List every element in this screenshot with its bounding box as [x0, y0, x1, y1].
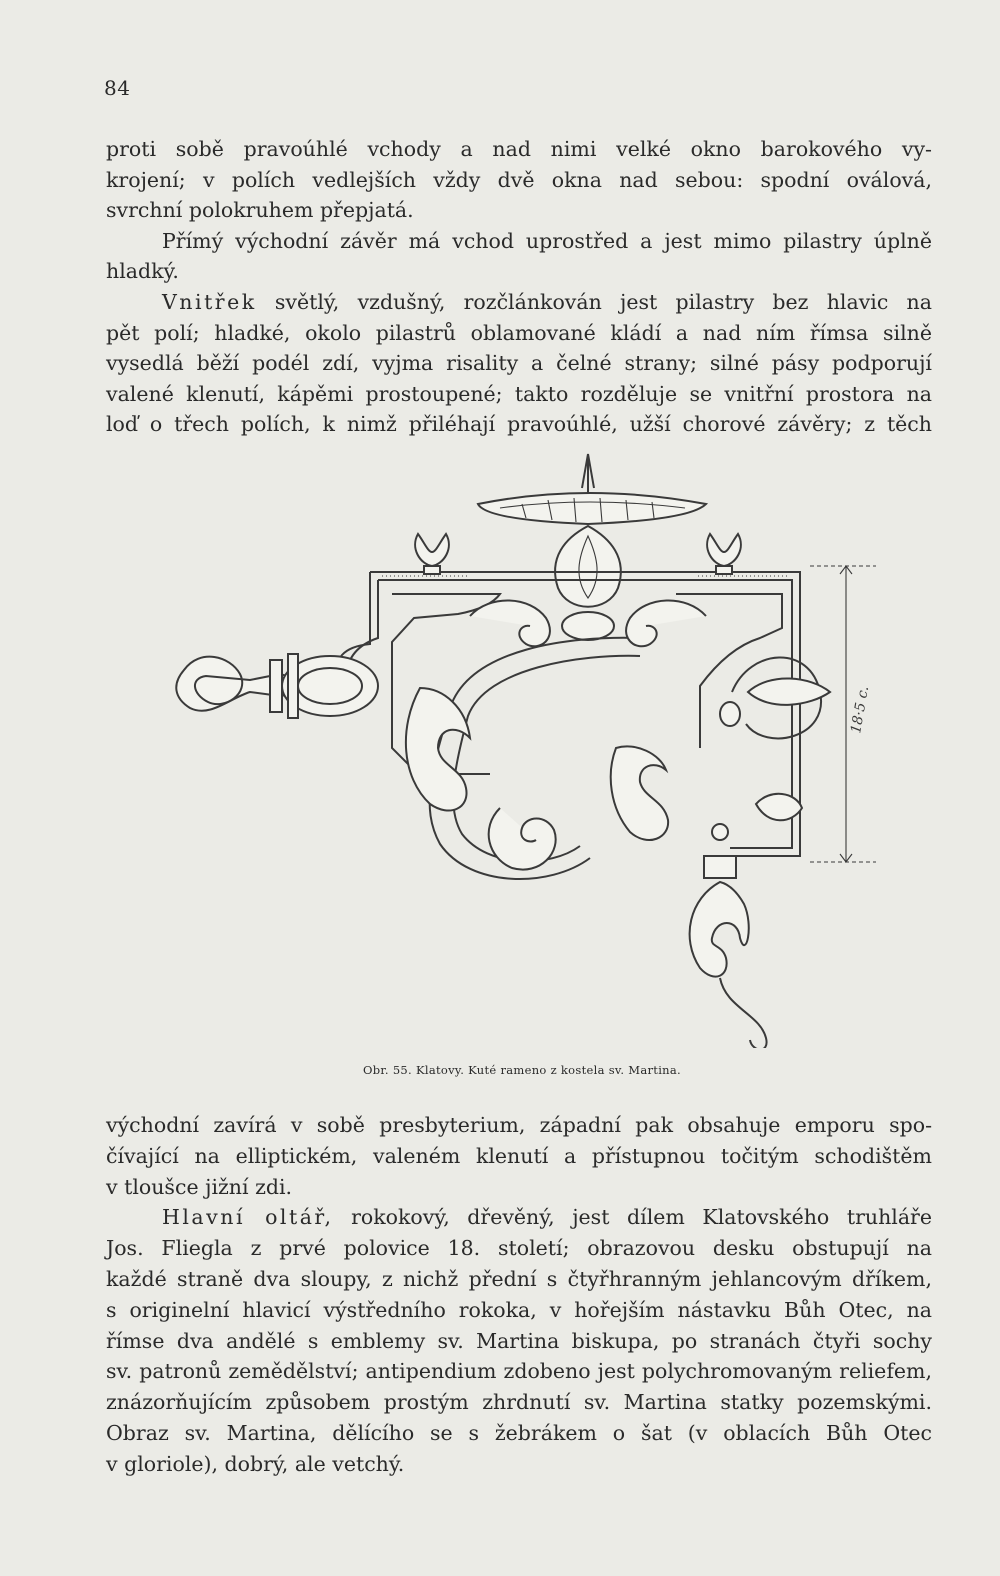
text-line: Jos. Fliegla z prvé polovice 18. století; obrazovou desku obstupují na: [106, 1236, 932, 1261]
left-tulip-finial: [415, 534, 449, 566]
text-line: Přímý východní závěr má vchod uprostřed a jest mimo pilastry úplně: [162, 228, 932, 253]
text-line: východní zavírá v sobě presbyterium, západní pak obsahuje emporu spo-: [106, 1113, 932, 1137]
text-line: vysedlá běží podél zdí, vyjma risality a čelné strany; silné pásy podporují: [106, 351, 932, 376]
text-line: římse dva andělé s emblemy sv. Martina biskupa, po stranách čtyři sochy: [106, 1328, 932, 1353]
spaced-heading: Hlavní oltář,: [162, 1205, 334, 1230]
bottom-collar: [704, 856, 736, 878]
heading-continuation: světlý, vzdušný,: [256, 289, 464, 314]
page-number: 84: [104, 76, 131, 100]
top-paragraphs: [106, 134, 932, 440]
text-line: Obraz sv. Martina, dělícího se s žebrákem o šat (v oblacích Bůh Otec: [106, 1420, 932, 1445]
text-line-with-heading: [106, 1202, 932, 1233]
hook: [720, 978, 767, 1048]
text-line: valené klenutí, kápěmi prostoupené; takto rozděluje se vnitřní prostora na: [106, 381, 932, 406]
text-line: sv. patronů zemědělství; antipendium zdobeno jest polychromovaným reliefem,: [106, 1359, 932, 1384]
text-line: pět polí; hladké, okolo pilastrů oblamované kládí a nad ním římsa silně: [106, 320, 932, 345]
text-line: čívající na elliptickém, valeném klenutí a přístupnou točitým schodištěm: [106, 1143, 932, 1168]
text-line: svrchní polokruhem přepjatá.: [106, 198, 414, 223]
text-line: proti sobě pravoúhlé vchody a nad nimi velké okno barokového vy-: [106, 137, 932, 161]
text-line-with-heading: [106, 287, 932, 318]
text-line-rest: rozčlánkován jest pilastry bez hlavic na: [463, 289, 932, 314]
bottom-tulip: [690, 882, 749, 977]
text-line: každé straně dva sloupy, z nichž přední s čtyřhranným jehlancovým dříkem,: [106, 1266, 932, 1291]
acanthus-leaf-bottom: [489, 808, 556, 870]
spaced-heading: Vnitřek: [162, 289, 257, 314]
text-line: v gloriole), dobrý, ale vetchý.: [106, 1451, 405, 1476]
right-tulip-finial: [707, 534, 741, 566]
text-line: s originelní hlavicí výstředního rokoka, v hořejším nástavku Bůh Otec, na: [106, 1297, 932, 1322]
text-line: hladký.: [106, 259, 179, 284]
dimension-label: 18·5 c.: [848, 684, 873, 735]
central-knob: [562, 612, 614, 640]
lower-right-shell: [756, 794, 802, 820]
text-line: znázorňujícím způsobem prostým zhrdnutí sv. Martina statky pozemskými.: [106, 1390, 932, 1415]
drip-pan: [478, 493, 706, 524]
text-line: krojení; v polích vedlejších vždy dvě okna nad sebou: spodní oválová,: [106, 167, 932, 192]
text-line: v tloušce jižní zdi.: [106, 1174, 293, 1199]
central-leaf: [555, 526, 621, 607]
upper-left-scroll: [470, 600, 550, 646]
text-line: loď o třech polích, k nimž přiléhají pravoúhlé, užší chorové závěry; z těch: [106, 412, 932, 437]
text-line-rest: rokokový, dřevěný, jest dílem Klatovského truhláře: [351, 1205, 932, 1230]
upper-right-scroll: [626, 600, 706, 646]
figure-caption: Obr. 55. Klatovy. Kuté rameno z kostela sv. Martina.: [362, 1063, 682, 1077]
wrought-iron-bracket-illustration: [170, 448, 890, 1048]
acanthus-leaf-right: [611, 746, 668, 840]
bottom-paragraphs: [106, 1110, 932, 1480]
